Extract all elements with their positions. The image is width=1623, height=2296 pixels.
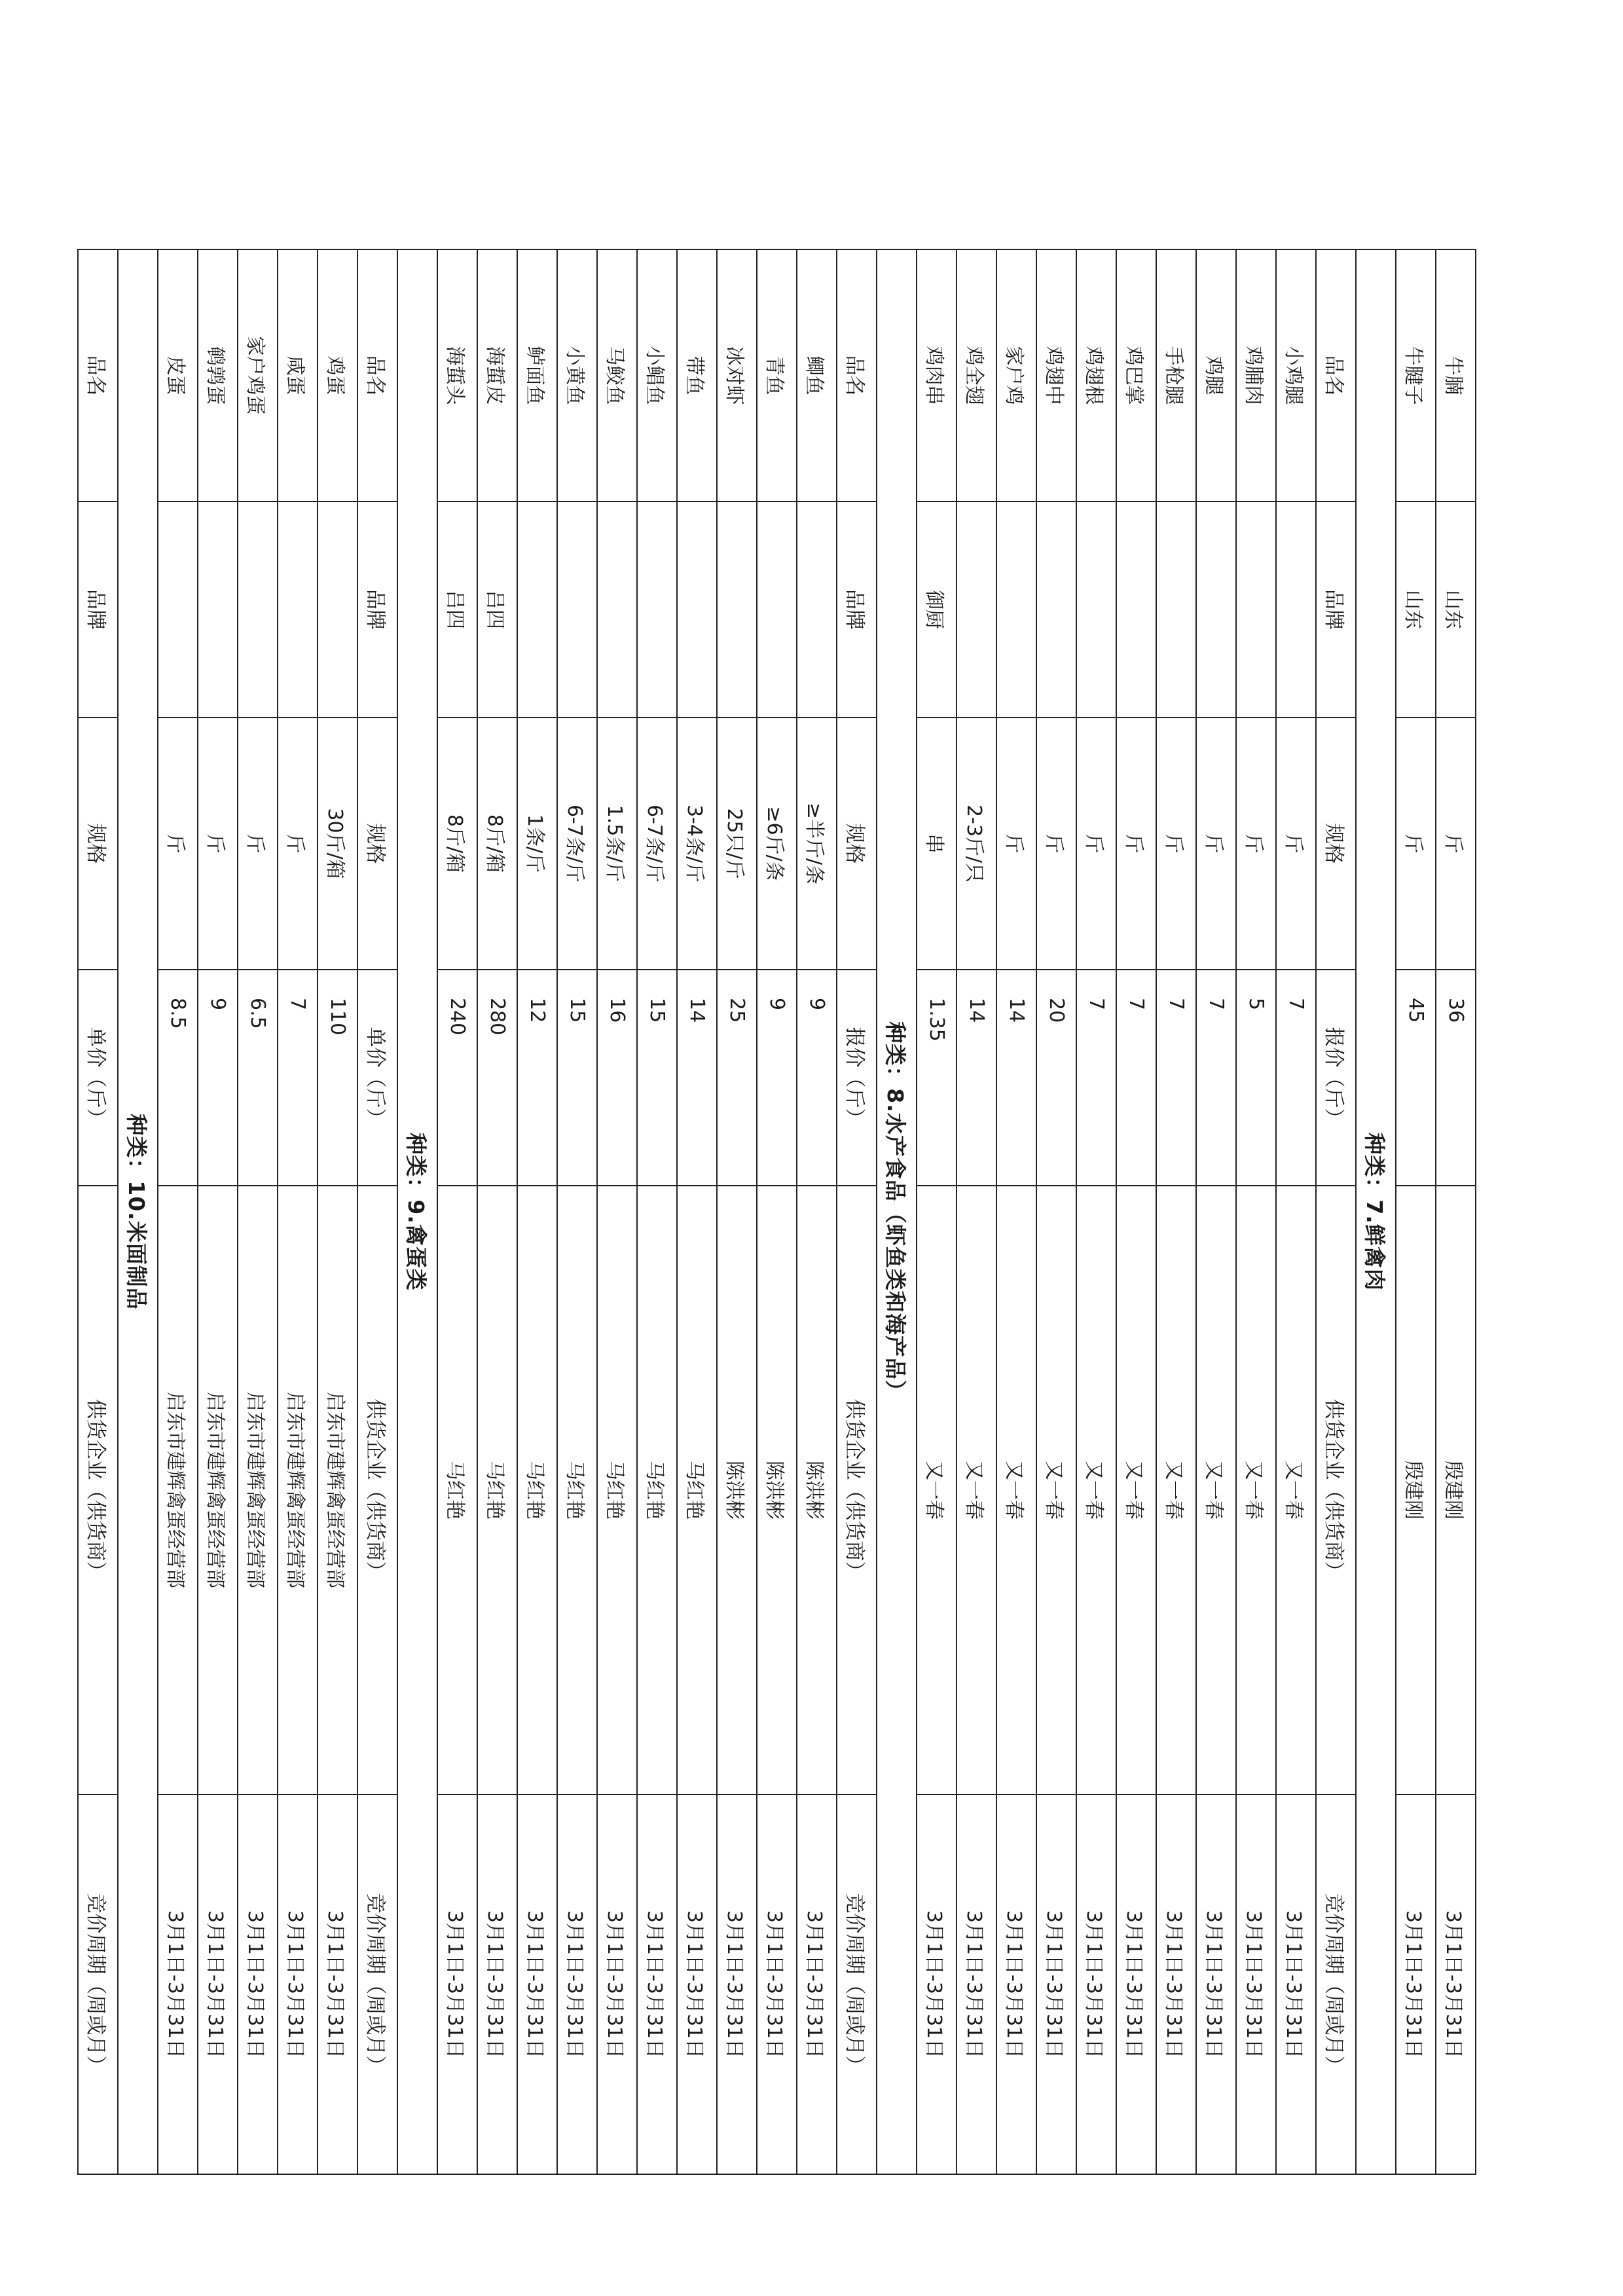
item-name-cell: 鸡肉串 xyxy=(917,249,957,501)
section-title-row xyxy=(118,249,158,2174)
brand-cell xyxy=(517,501,557,718)
period-cell: 3月1日-3月31日 xyxy=(1156,1795,1196,2174)
supplier-cell: 又一春 xyxy=(996,1186,1036,1795)
price-cell: 110 xyxy=(318,970,357,1186)
price-cell: 9 xyxy=(198,970,238,1186)
column-header: 供货企业（供货商） xyxy=(1316,1186,1356,1795)
brand-cell xyxy=(238,501,278,718)
spec-cell: 斤 xyxy=(1076,718,1116,970)
price-cell: 12 xyxy=(517,970,557,1186)
period-cell: 3月1日-3月31日 xyxy=(1076,1795,1116,2174)
column-header: 报价（斤） xyxy=(837,970,877,1186)
period-cell: 3月1日-3月31日 xyxy=(1436,1795,1476,2174)
brand-cell xyxy=(677,501,717,718)
supplier-cell: 启东市建辉禽蛋经营部 xyxy=(318,1186,357,1795)
item-name-cell: 鸡翅中 xyxy=(1036,249,1076,501)
spec-cell: 8斤/箱 xyxy=(477,718,517,970)
item-name-cell: 咸蛋 xyxy=(278,249,318,501)
period-cell: 3月1日-3月31日 xyxy=(1396,1795,1436,2174)
spec-cell: 串 xyxy=(917,718,957,970)
supplier-cell: 又一春 xyxy=(1156,1186,1196,1795)
table-row xyxy=(917,249,957,2174)
brand-cell xyxy=(717,501,757,718)
price-cell: 25 xyxy=(717,970,757,1186)
supplier-cell: 马红艳 xyxy=(677,1186,717,1795)
table-row xyxy=(957,249,996,2174)
supplier-cell: 马红艳 xyxy=(597,1186,637,1795)
column-header: 规格 xyxy=(1316,718,1356,970)
brand-cell xyxy=(957,501,996,718)
column-header: 单价（斤） xyxy=(78,970,118,1186)
price-cell: 7 xyxy=(1276,970,1316,1186)
item-name-cell: 马鲛鱼 xyxy=(597,249,637,501)
price-table-body xyxy=(78,249,1476,2174)
table-row xyxy=(477,249,517,2174)
brand-cell xyxy=(757,501,797,718)
table-row xyxy=(1236,249,1276,2174)
table-row xyxy=(1276,249,1316,2174)
price-cell: 7 xyxy=(1076,970,1116,1186)
table-row xyxy=(198,249,238,2174)
price-cell: 280 xyxy=(477,970,517,1186)
column-header: 品牌 xyxy=(78,501,118,718)
section-title-row xyxy=(397,249,437,2174)
item-name-cell: 鸡蛋 xyxy=(318,249,357,501)
spec-cell: 斤 xyxy=(238,718,278,970)
price-cell: 8.5 xyxy=(158,970,198,1186)
table-row xyxy=(278,249,318,2174)
supplier-cell: 马红艳 xyxy=(637,1186,677,1795)
supplier-cell: 殷建刚 xyxy=(1436,1186,1476,1795)
price-cell: 1.35 xyxy=(917,970,957,1186)
price-cell: 6.5 xyxy=(238,970,278,1186)
item-name-cell: 手枪腿 xyxy=(1156,249,1196,501)
column-header: 规格 xyxy=(78,718,118,970)
brand-cell xyxy=(1116,501,1156,718)
supplier-cell: 启东市建辉禽蛋经营部 xyxy=(278,1186,318,1795)
brand-cell: 吕四 xyxy=(437,501,477,718)
price-cell: 7 xyxy=(1156,970,1196,1186)
period-cell: 3月1日-3月31日 xyxy=(238,1795,278,2174)
column-header: 竞价周期（周或月） xyxy=(1316,1795,1356,2174)
column-header: 单价（斤） xyxy=(357,970,397,1186)
item-name-cell: 鸡全翅 xyxy=(957,249,996,501)
price-cell: 36 xyxy=(1436,970,1476,1186)
item-name-cell: 小鸡腿 xyxy=(1276,249,1316,501)
brand-cell xyxy=(1276,501,1316,718)
price-cell: 45 xyxy=(1396,970,1436,1186)
supplier-cell: 马红艳 xyxy=(557,1186,597,1795)
supplier-cell: 又一春 xyxy=(957,1186,996,1795)
supplier-cell: 马红艳 xyxy=(437,1186,477,1795)
period-cell: 3月1日-3月31日 xyxy=(318,1795,357,2174)
supplier-cell: 马红艳 xyxy=(477,1186,517,1795)
supplier-cell: 又一春 xyxy=(1236,1186,1276,1795)
column-header: 规格 xyxy=(357,718,397,970)
supplier-cell: 马红艳 xyxy=(517,1186,557,1795)
item-name-cell: 鸡翅根 xyxy=(1076,249,1116,501)
price-cell: 16 xyxy=(597,970,637,1186)
spec-cell: 3-4条/斤 xyxy=(677,718,717,970)
table-row xyxy=(318,249,357,2174)
brand-cell xyxy=(557,501,597,718)
brand-cell xyxy=(1196,501,1236,718)
item-name-cell: 鹌鹑蛋 xyxy=(198,249,238,501)
table-row xyxy=(637,249,677,2174)
supplier-cell: 殷建刚 xyxy=(1396,1186,1436,1795)
spec-cell: 斤 xyxy=(1396,718,1436,970)
brand-cell xyxy=(797,501,837,718)
column-header: 竞价周期（周或月） xyxy=(837,1795,877,2174)
price-cell: 14 xyxy=(957,970,996,1186)
period-cell: 3月1日-3月31日 xyxy=(637,1795,677,2174)
item-name-cell: 小鲳鱼 xyxy=(637,249,677,501)
section-title: 种类：10.米面制品 xyxy=(118,249,158,2174)
table-row xyxy=(996,249,1036,2174)
item-name-cell: 鲫鱼 xyxy=(797,249,837,501)
period-cell: 3月1日-3月31日 xyxy=(677,1795,717,2174)
price-cell: 9 xyxy=(797,970,837,1186)
brand-cell: 御厨 xyxy=(917,501,957,718)
brand-cell: 山东 xyxy=(1396,501,1436,718)
brand-cell xyxy=(1036,501,1076,718)
period-cell: 3月1日-3月31日 xyxy=(477,1795,517,2174)
item-name-cell: 牛腩 xyxy=(1436,249,1476,501)
supplier-cell: 又一春 xyxy=(1196,1186,1236,1795)
item-name-cell: 青鱼 xyxy=(757,249,797,501)
spec-cell: 25只/斤 xyxy=(717,718,757,970)
period-cell: 3月1日-3月31日 xyxy=(557,1795,597,2174)
column-header: 品名 xyxy=(837,249,877,501)
item-name-cell: 牛腱子 xyxy=(1396,249,1436,501)
spec-cell: 8斤/箱 xyxy=(437,718,477,970)
column-header-row xyxy=(357,249,397,2174)
spec-cell: 6-7条/斤 xyxy=(637,718,677,970)
column-header: 品名 xyxy=(1316,249,1356,501)
supplier-cell: 启东市建辉禽蛋经营部 xyxy=(238,1186,278,1795)
period-cell: 3月1日-3月31日 xyxy=(1196,1795,1236,2174)
supplier-cell: 又一春 xyxy=(1276,1186,1316,1795)
supplier-cell: 陈洪彬 xyxy=(797,1186,837,1795)
price-cell: 15 xyxy=(557,970,597,1186)
table-row xyxy=(717,249,757,2174)
supplier-cell: 又一春 xyxy=(1036,1186,1076,1795)
section-title-row xyxy=(1356,249,1396,2174)
spec-cell: ≥半斤/条 xyxy=(797,718,837,970)
period-cell: 3月1日-3月31日 xyxy=(957,1795,996,2174)
period-cell: 3月1日-3月31日 xyxy=(1116,1795,1156,2174)
item-name-cell: 皮蛋 xyxy=(158,249,198,501)
column-header: 供货企业（供货商） xyxy=(357,1186,397,1795)
section-title-row xyxy=(877,249,917,2174)
spec-cell: 斤 xyxy=(198,718,238,970)
column-header: 品牌 xyxy=(837,501,877,718)
table-row xyxy=(1036,249,1076,2174)
period-cell: 3月1日-3月31日 xyxy=(1276,1795,1316,2174)
item-name-cell: 海蜇皮 xyxy=(477,249,517,501)
brand-cell xyxy=(278,501,318,718)
period-cell: 3月1日-3月31日 xyxy=(437,1795,477,2174)
item-name-cell: 家户鸡蛋 xyxy=(238,249,278,501)
supplier-cell: 又一春 xyxy=(1116,1186,1156,1795)
table-row xyxy=(1396,249,1436,2174)
brand-cell xyxy=(637,501,677,718)
supplier-cell: 启东市建辉禽蛋经营部 xyxy=(158,1186,198,1795)
table-row xyxy=(1436,249,1476,2174)
brand-cell xyxy=(198,501,238,718)
spec-cell: 斤 xyxy=(158,718,198,970)
period-cell: 3月1日-3月31日 xyxy=(597,1795,637,2174)
supplier-cell: 陈洪彬 xyxy=(717,1186,757,1795)
column-header-row xyxy=(78,249,118,2174)
spec-cell: 斤 xyxy=(996,718,1036,970)
section-title: 种类：9.禽蛋类 xyxy=(397,249,437,2174)
period-cell: 3月1日-3月31日 xyxy=(917,1795,957,2174)
spec-cell: 斤 xyxy=(1196,718,1236,970)
period-cell: 3月1日-3月31日 xyxy=(198,1795,238,2174)
column-header: 供货企业（供货商） xyxy=(78,1186,118,1795)
period-cell: 3月1日-3月31日 xyxy=(797,1795,837,2174)
item-name-cell: 小黄鱼 xyxy=(557,249,597,501)
spec-cell: 斤 xyxy=(1036,718,1076,970)
column-header: 报价（斤） xyxy=(1316,970,1356,1186)
supplier-cell: 又一春 xyxy=(917,1186,957,1795)
price-cell: 5 xyxy=(1236,970,1276,1186)
table-row xyxy=(557,249,597,2174)
price-table xyxy=(77,249,1476,2175)
brand-cell xyxy=(1236,501,1276,718)
brand-cell xyxy=(1156,501,1196,718)
price-cell: 240 xyxy=(437,970,477,1186)
price-cell: 14 xyxy=(996,970,1036,1186)
item-name-cell: 鲈面鱼 xyxy=(517,249,557,501)
item-name-cell: 鸡脯肉 xyxy=(1236,249,1276,501)
section-title: 种类：8.水产食品（虾鱼类和海产品） xyxy=(877,249,917,2174)
table-row xyxy=(1116,249,1156,2174)
spec-cell: 1条/斤 xyxy=(517,718,557,970)
period-cell: 3月1日-3月31日 xyxy=(1236,1795,1276,2174)
supplier-cell: 陈洪彬 xyxy=(757,1186,797,1795)
price-cell: 7 xyxy=(1196,970,1236,1186)
brand-cell xyxy=(1076,501,1116,718)
supplier-cell: 又一春 xyxy=(1076,1186,1116,1795)
price-cell: 7 xyxy=(1116,970,1156,1186)
column-header: 竞价周期（周或月） xyxy=(78,1795,118,2174)
table-row xyxy=(1196,249,1236,2174)
column-header-row xyxy=(837,249,877,2174)
spec-cell: ≥6斤/条 xyxy=(757,718,797,970)
column-header: 品名 xyxy=(357,249,397,501)
item-name-cell: 冰对虾 xyxy=(717,249,757,501)
brand-cell xyxy=(318,501,357,718)
table-row xyxy=(437,249,477,2174)
item-name-cell: 家户鸡 xyxy=(996,249,1036,501)
period-cell: 3月1日-3月31日 xyxy=(517,1795,557,2174)
brand-cell xyxy=(158,501,198,718)
table-row xyxy=(1076,249,1116,2174)
period-cell: 3月1日-3月31日 xyxy=(158,1795,198,2174)
item-name-cell: 带鱼 xyxy=(677,249,717,501)
brand-cell xyxy=(996,501,1036,718)
brand-cell: 山东 xyxy=(1436,501,1476,718)
period-cell: 3月1日-3月31日 xyxy=(1036,1795,1076,2174)
spec-cell: 斤 xyxy=(1276,718,1316,970)
price-cell: 20 xyxy=(1036,970,1076,1186)
section-title: 种类：7.鲜禽肉 xyxy=(1356,249,1396,2174)
table-row xyxy=(797,249,837,2174)
item-name-cell: 鸡巴掌 xyxy=(1116,249,1156,501)
table-row xyxy=(597,249,637,2174)
table-row xyxy=(238,249,278,2174)
spec-cell: 1.5条/斤 xyxy=(597,718,637,970)
column-header: 竞价周期（周或月） xyxy=(357,1795,397,2174)
spec-cell: 6-7条/斤 xyxy=(557,718,597,970)
table-row xyxy=(158,249,198,2174)
period-cell: 3月1日-3月31日 xyxy=(757,1795,797,2174)
brand-cell: 吕四 xyxy=(477,501,517,718)
table-row xyxy=(517,249,557,2174)
period-cell: 3月1日-3月31日 xyxy=(996,1795,1036,2174)
period-cell: 3月1日-3月31日 xyxy=(278,1795,318,2174)
rotated-table-container xyxy=(84,249,1476,2174)
spec-cell: 斤 xyxy=(1436,718,1476,970)
spec-cell: 斤 xyxy=(1156,718,1196,970)
spec-cell: 斤 xyxy=(1116,718,1156,970)
column-header: 品牌 xyxy=(357,501,397,718)
column-header: 供货企业（供货商） xyxy=(837,1186,877,1795)
spec-cell: 2-3斤/只 xyxy=(957,718,996,970)
table-row xyxy=(677,249,717,2174)
column-header: 品名 xyxy=(78,249,118,501)
price-cell: 15 xyxy=(637,970,677,1186)
price-cell: 7 xyxy=(278,970,318,1186)
price-cell: 14 xyxy=(677,970,717,1186)
spec-cell: 斤 xyxy=(278,718,318,970)
period-cell: 3月1日-3月31日 xyxy=(717,1795,757,2174)
column-header: 品牌 xyxy=(1316,501,1356,718)
item-name-cell: 鸡腿 xyxy=(1196,249,1236,501)
column-header: 规格 xyxy=(837,718,877,970)
table-row xyxy=(757,249,797,2174)
supplier-cell: 启东市建辉禽蛋经营部 xyxy=(198,1186,238,1795)
price-cell: 9 xyxy=(757,970,797,1186)
column-header-row xyxy=(1316,249,1356,2174)
table-row xyxy=(1156,249,1196,2174)
spec-cell: 斤 xyxy=(1236,718,1276,970)
brand-cell xyxy=(597,501,637,718)
spec-cell: 30斤/箱 xyxy=(318,718,357,970)
item-name-cell: 海蜇头 xyxy=(437,249,477,501)
